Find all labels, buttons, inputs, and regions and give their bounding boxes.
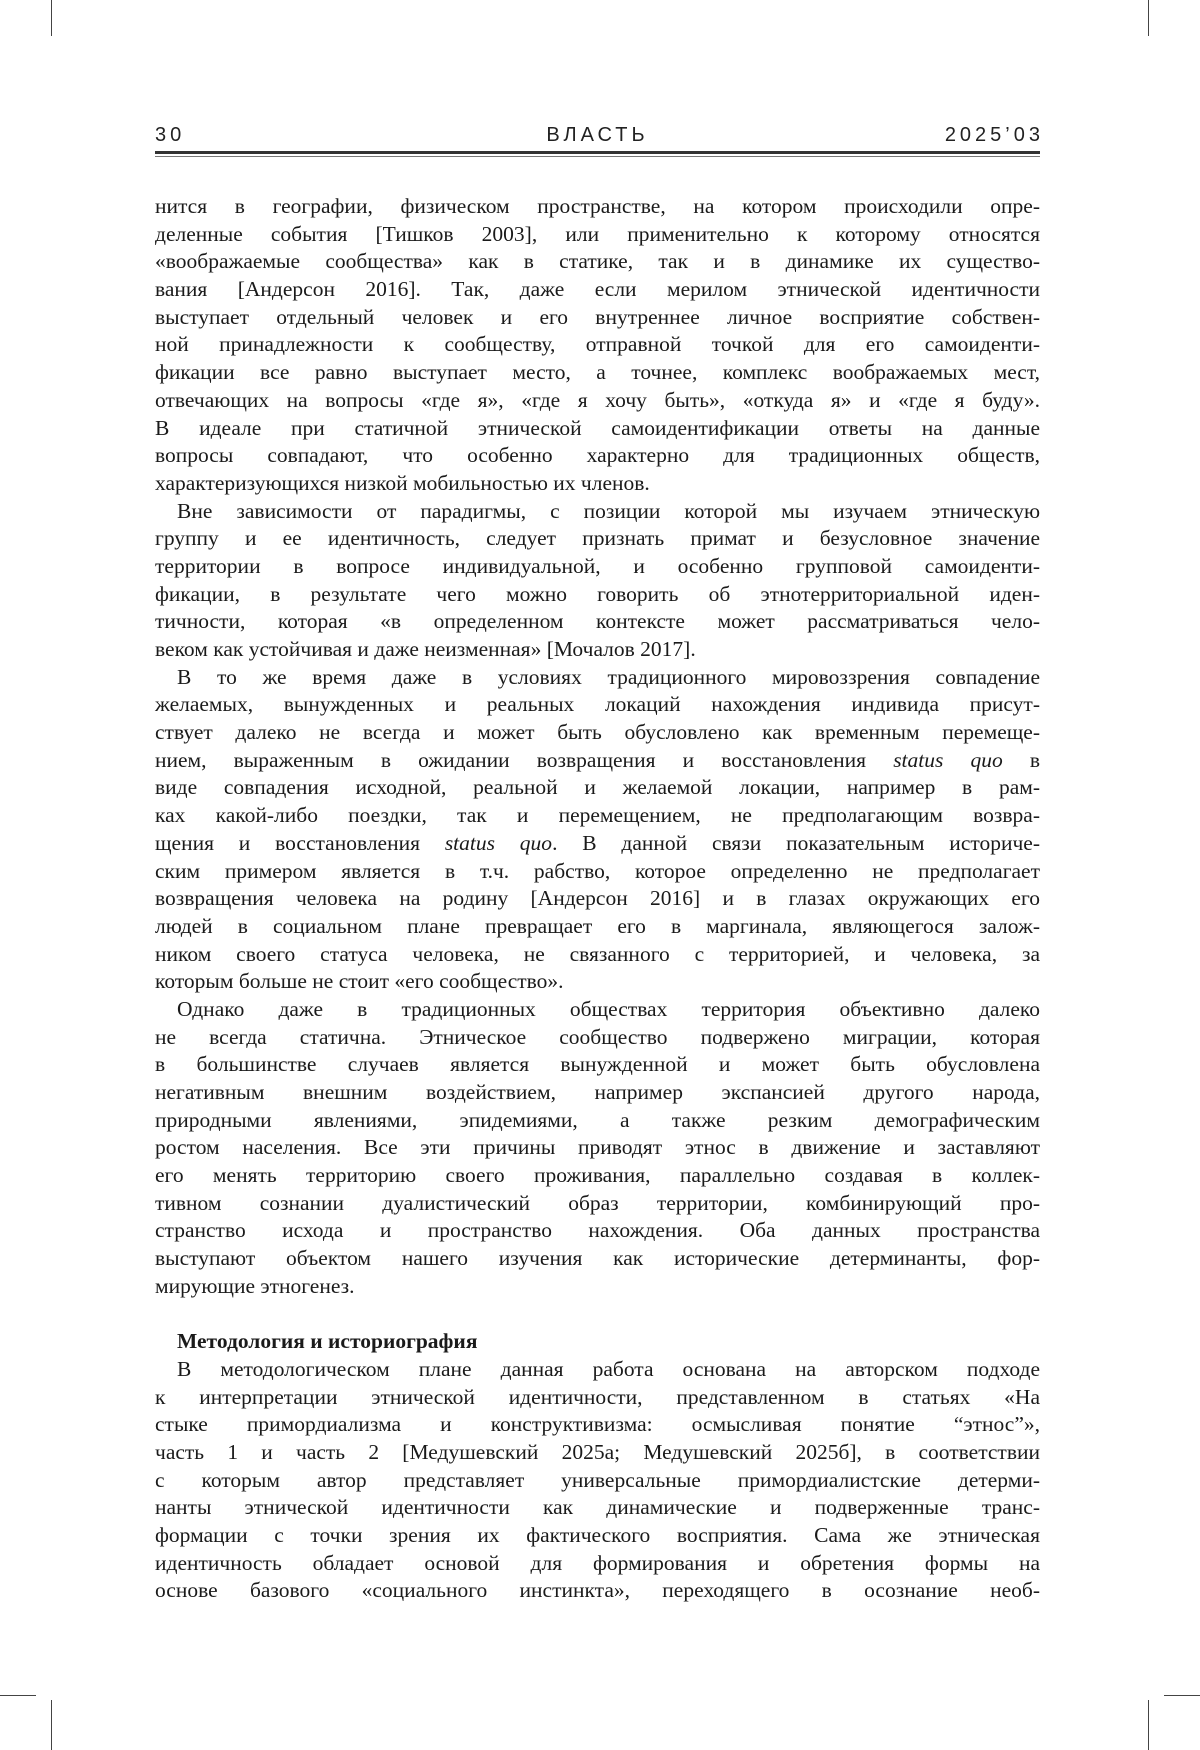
text-line: ствует далеко не всегда и может быть обусловлено как временным перемеще- bbox=[155, 720, 1040, 745]
crop-mark bbox=[1148, 1700, 1149, 1750]
crop-mark bbox=[0, 1695, 36, 1696]
crop-mark bbox=[1148, 0, 1149, 36]
text-line: возвращения человека на родину [Андерсон 2016] и в глазах окружающих его bbox=[155, 886, 1040, 911]
text-line: ским примером является в т.ч. рабство, которое определенно не предполагает bbox=[155, 858, 1040, 883]
text-line: идентичность обладает основой для формирования и обретения формы на bbox=[155, 1550, 1040, 1575]
text-line: которым больше не стоит «его сообщество». bbox=[155, 969, 564, 994]
text-line: ростом населения. Все эти причины приводят этнос в движение и заставляют bbox=[155, 1135, 1040, 1160]
page-number: 30 bbox=[155, 124, 186, 146]
journal-title: ВЛАСТЬ bbox=[546, 124, 649, 146]
text-line bbox=[155, 830, 1040, 858]
text-line: стыке примордиализма и конструктивизма: осмысливая понятие “этнос”», bbox=[155, 1412, 1040, 1437]
text-line: его менять территорию своего проживания, параллельно создавая в коллек- bbox=[155, 1163, 1040, 1188]
section-gap bbox=[155, 1301, 1040, 1329]
crop-mark bbox=[1164, 1695, 1200, 1696]
crop-mark bbox=[51, 0, 52, 36]
text-line: вания [Андерсон 2016]. Так, даже если мерилом этнической идентичности bbox=[155, 277, 1040, 302]
text-line: основе базового «социального инстинкта», переходящего в осознание необ- bbox=[155, 1578, 1040, 1603]
running-header bbox=[155, 124, 1044, 150]
text-line: ной принадлежности к сообществу, отправной точкой для его самоиденти- bbox=[155, 332, 1040, 357]
text-line: выступает отдельный человек и его внутреннее личное восприятие собствен- bbox=[155, 304, 1040, 329]
text-line: странство исхода и пространство нахождения. Оба данных пространства bbox=[155, 1218, 1040, 1243]
text-line: формации с точки зрения их фактического восприятия. Сама же этническая bbox=[155, 1523, 1040, 1547]
text-line: территории в вопросе индивидуальной, и особенно групповой самоиденти- bbox=[155, 553, 1040, 578]
text-line: мирующие этногенез. bbox=[155, 1273, 355, 1298]
article-body bbox=[155, 193, 1040, 1605]
text-line: Вне зависимости от парадигмы, с позиции которой мы изучаем этническую bbox=[177, 498, 1040, 523]
text-line: В идеале при статичной этнической самоидентификации ответы на данные bbox=[155, 415, 1040, 440]
paragraph bbox=[155, 664, 1040, 996]
text-line: группу и ее идентичность, следует признать примат и безусловное значение bbox=[155, 526, 1040, 551]
text-segment: в bbox=[1002, 747, 1040, 772]
text-line: деленные события [Тишков 2003], или применительно к которому относятся bbox=[155, 221, 1040, 246]
text-line: нанты этнической идентичности как динамические и подверженные транс- bbox=[155, 1495, 1040, 1520]
paragraph bbox=[155, 1356, 1040, 1605]
header-rule bbox=[155, 151, 1040, 154]
text-line: В методологическом плане данная работа основана на авторском подходе bbox=[177, 1356, 1040, 1381]
issue-number: 2025’03 bbox=[944, 124, 1044, 146]
text-segment: щения и восстановления bbox=[155, 830, 445, 855]
text-line: не всегда статична. Этническое сообщество подвержено миграции, которая bbox=[155, 1024, 1040, 1049]
text-segment: нием, выраженным в ожидании возвращения и восстановления bbox=[155, 747, 894, 772]
text-line: фикации все равно выступает место, а точнее, комплекс воображаемых мест, bbox=[155, 360, 1040, 385]
text-line: ках какой-либо поездки, так и перемещением, не предполагающим возвра- bbox=[155, 803, 1040, 828]
paragraph bbox=[155, 498, 1040, 664]
text-line: людей в социальном плане превращает его в маргинала, являющегося залож- bbox=[155, 913, 1040, 938]
text-line: природными явлениями, эпидемиями, а также резким демографическим bbox=[155, 1107, 1040, 1132]
italic-term: status quo bbox=[444, 830, 553, 855]
header-rule-thin bbox=[155, 156, 1040, 157]
text-line: виде совпадения исходной, реальной и желаемой локации, например в рам- bbox=[155, 775, 1040, 800]
paragraph bbox=[155, 996, 1040, 1301]
text-line: В то же время даже в условиях традиционного мировоззрения совпадение bbox=[177, 664, 1040, 689]
text-line: фикации, в результате чего можно говорить об этнотерриториальной иден- bbox=[155, 581, 1040, 606]
text-line: ником своего статуса человека, не связанного с территорией, и человека, за bbox=[155, 941, 1040, 966]
paragraph bbox=[155, 193, 1040, 498]
text-line: характеризующихся низкой мобильностью их членов. bbox=[155, 470, 650, 495]
text-line: веком как устойчивая и даже неизменная» [Мочалов 2017]. bbox=[155, 637, 696, 661]
text-line: выступают объектом нашего изучения как исторические детерминанты, фор- bbox=[155, 1246, 1040, 1271]
text-line: вопросы совпадают, что особенно характерно для традиционных обществ, bbox=[155, 443, 1040, 468]
text-segment: . В данной связи показательным историче- bbox=[552, 830, 1040, 855]
text-line: желаемых, вынужденных и реальных локаций нахождения индивида присут- bbox=[155, 692, 1040, 717]
text-line: к интерпретации этнической идентичности, представленном в статьях «На bbox=[155, 1384, 1040, 1409]
text-line: часть 1 и часть 2 [Медушевский 2025а; Медушевский 2025б], в соответствии bbox=[155, 1439, 1040, 1464]
text-line: Однако даже в традиционных обществах территория объективно далеко bbox=[177, 996, 1040, 1021]
text-line: негативным внешним воздействием, например экспансией другого народа, bbox=[155, 1080, 1040, 1104]
text-line: с которым автор представляет универсальные примордиалистские детерми- bbox=[155, 1467, 1040, 1492]
text-line: тичности, которая «в определенном контексте может рассматриваться чело- bbox=[155, 609, 1040, 634]
text-line: в большинстве случаев является вынужденной и может быть обусловлена bbox=[155, 1052, 1040, 1077]
italic-term: status quo bbox=[893, 747, 1003, 772]
text-line bbox=[155, 747, 1040, 775]
text-line: нится в географии, физическом пространстве, на котором происходили опре- bbox=[155, 194, 1040, 218]
section-heading: Методология и историография bbox=[177, 1329, 478, 1354]
text-line: отвечающих на вопросы «где я», «где я хочу быть», «откуда я» и «где я буду». bbox=[155, 387, 1040, 412]
crop-mark bbox=[51, 1700, 52, 1750]
text-line: тивном сознании дуалистический образ территории, комбинирующий про- bbox=[155, 1190, 1040, 1215]
text-line: «воображаемые сообщества» как в статике, так и в динамике их существо- bbox=[155, 249, 1040, 274]
